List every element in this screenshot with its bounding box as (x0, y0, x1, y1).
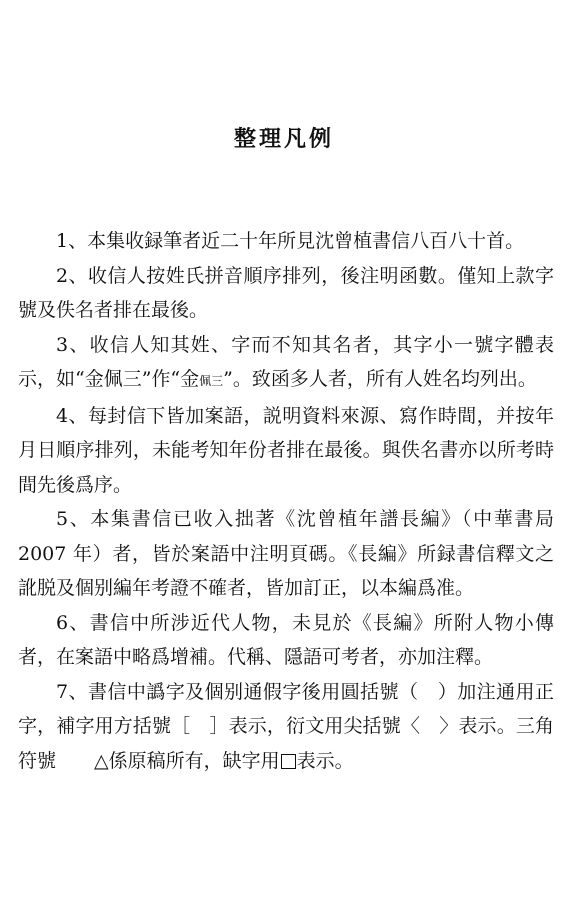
note-item-7 (18, 675, 554, 779)
note-text: 7、書信中譌字及個别通假字後用圓括號（ ）加注通用正字，補字用方括號［ ］表示，衍文用尖括號〈 〉表示。三角符號 (18, 680, 554, 772)
note-text: 5、本集書信已收入拙著《沈曾植年譜長編》（中華書局 2007 年）者，皆於案語中注明頁碼。《長編》所録書信釋文之訛脱及個别編年考證不確者，皆加訂正，以本編爲准。 (18, 508, 554, 599)
note-text: 4、每封信下皆加案語，説明資料來源、寫作時間，并按年月日順序排列，未能考知年份者排在最後。與佚名書亦以所考時間先後爲序。 (18, 404, 554, 496)
note-item-3 (18, 328, 554, 399)
small-type-example: 佩三 (199, 374, 224, 388)
note-item-4 (18, 399, 554, 503)
note-item-6 (18, 606, 554, 675)
note-item-1 (18, 224, 554, 259)
page-title: 整理凡例 (233, 126, 334, 152)
triangle-symbol: △ (94, 749, 109, 772)
note-text: 表示。 (296, 749, 354, 772)
note-text: 1、本集收録筆者近二十年所見沈曾植書信八百八十首。 (56, 230, 525, 252)
note-text: 6、書信中所涉近代人物，未見於《長編》所附人物小傳者，在案語中略爲增補。代稱、隱語可考者，亦加注釋。 (18, 611, 554, 668)
note-text: ”。致函多人者，所有人姓名均列出。 (223, 368, 537, 390)
note-item-2 (18, 259, 554, 328)
note-text: 2、收信人按姓氏拼音順序排列，後注明函數。僅知上款字號及佚名者排在最後。 (18, 264, 554, 321)
note-item-5 (18, 502, 554, 606)
note-text: 3、收信人知其姓、字而不知其名者，其字小一號字體表示，如“金佩三”作“金 (18, 333, 554, 390)
note-text: 係原稿所有，缺字用 (108, 749, 280, 772)
editorial-notes (18, 224, 554, 778)
square-box-icon (281, 754, 296, 769)
